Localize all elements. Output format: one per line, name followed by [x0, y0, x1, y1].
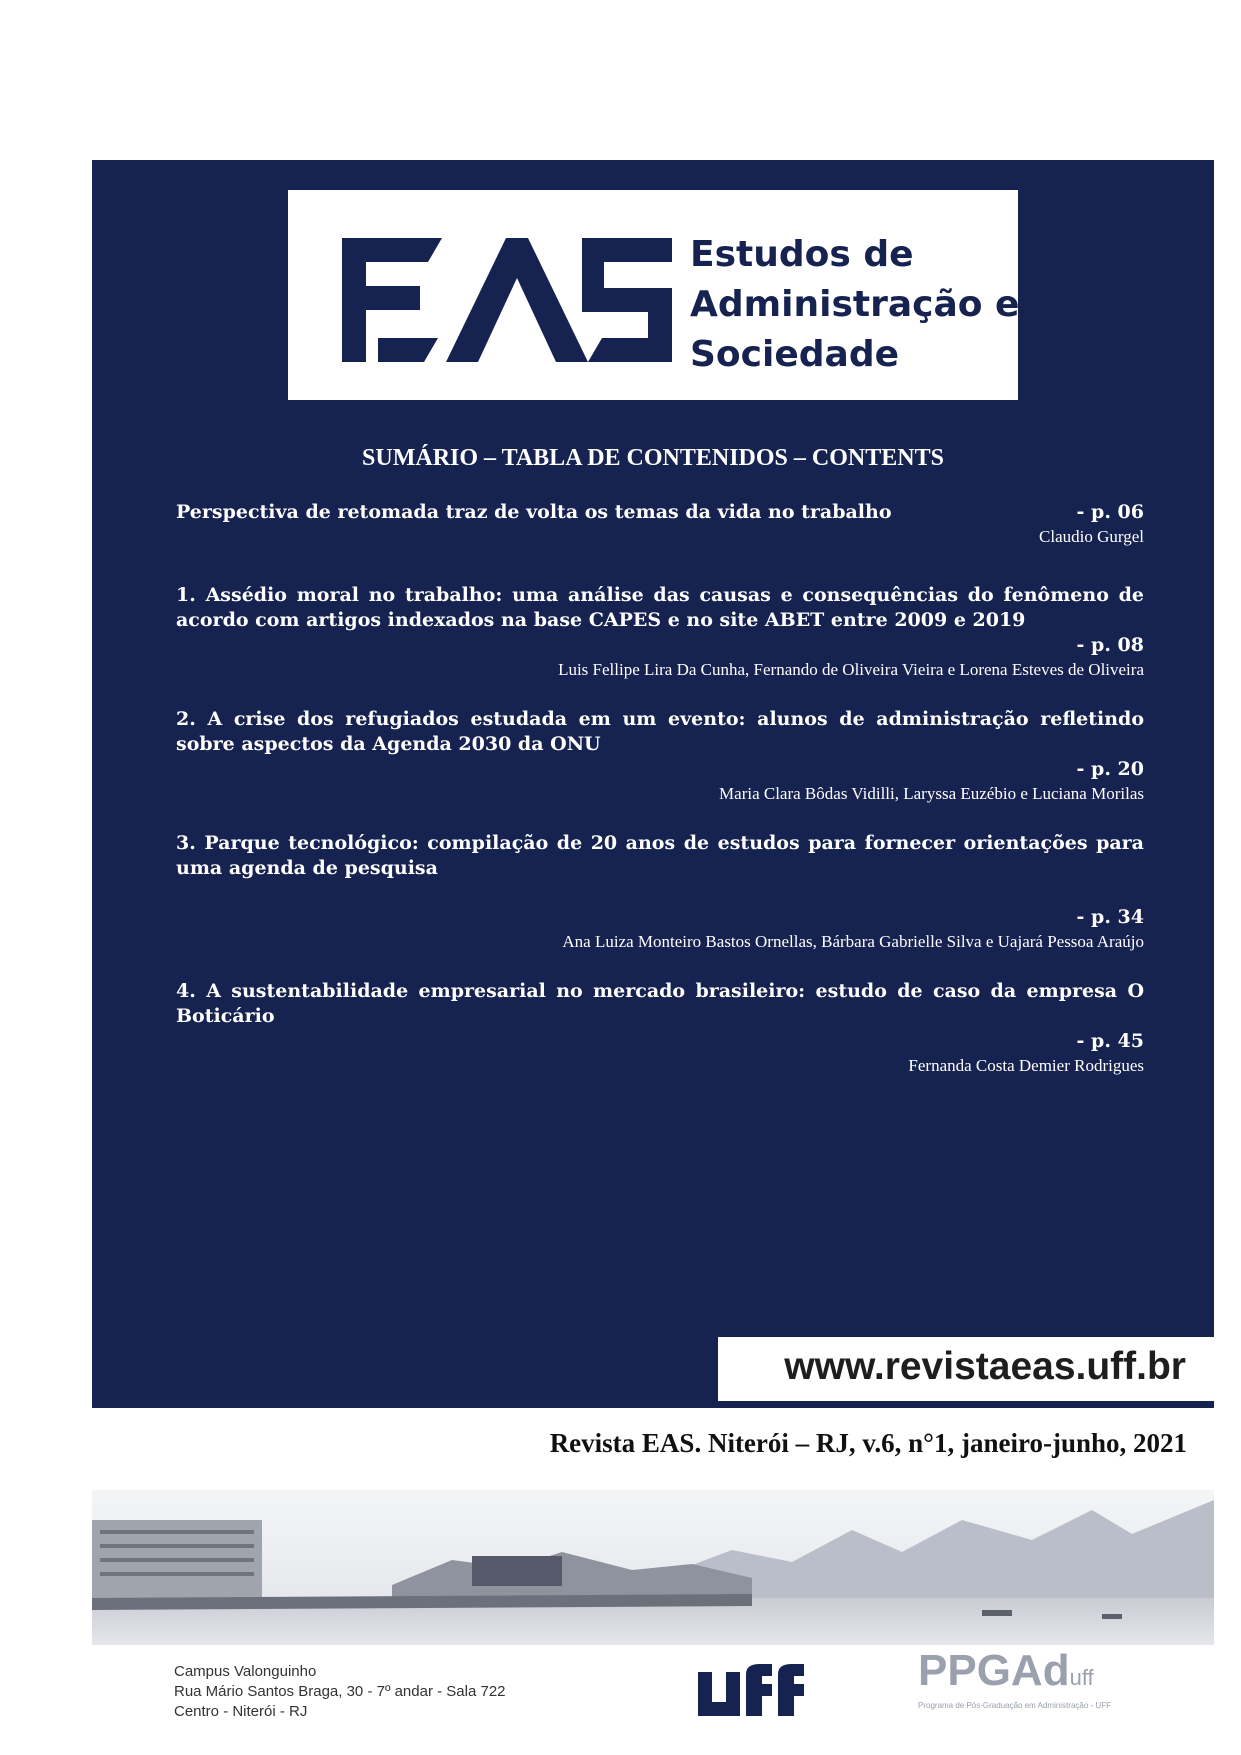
- entry-title: 4. A sustentabilidade empresarial no mercado brasileiro: estudo de caso da empresa O Boticário: [176, 980, 1144, 1027]
- toc-entry[interactable]: [176, 583, 1144, 682]
- entry-authors: Maria Clara Bôdas Vidilli, Laryssa Euzébio e Luciana Morilas: [719, 784, 1144, 803]
- entry-page: - p. 20: [1076, 758, 1144, 780]
- cover-panel: [92, 160, 1214, 1408]
- entry-title: Perspectiva de retomada traz de volta os temas da vida no trabalho: [176, 501, 892, 523]
- address: [174, 1662, 506, 1722]
- journal-logo: [288, 190, 1018, 400]
- journal-citation: Revista EAS. Niterói – RJ, v.6, n°1, janeiro-junho, 2021: [549, 1428, 1187, 1458]
- logo-line-1: Estudos de: [690, 234, 914, 275]
- ppgad-logo: [918, 1648, 1162, 1710]
- entry-page: - p. 45: [1076, 1030, 1144, 1052]
- eas-logo-icon: [342, 238, 672, 362]
- toc-entry[interactable]: [176, 707, 1144, 806]
- logo-wordmark: [690, 230, 1019, 380]
- uff-logo-icon: [694, 1662, 814, 1720]
- toc-entry[interactable]: [176, 500, 1144, 549]
- entry-title: 2. A crise dos refugiados estudada em um evento: alunos de administração refletindo sobre aspectos da Agenda 2030 da ONU: [176, 708, 1144, 755]
- entry-authors: Luis Fellipe Lira Da Cunha, Fernando de Oliveira Vieira e Lorena Esteves de Oliveira: [558, 660, 1144, 679]
- entry-authors: Fernanda Costa Demier Rodrigues: [908, 1056, 1144, 1075]
- ppgad-name: PPGAd: [918, 1646, 1070, 1695]
- address-line-3: Centro - Niterói - RJ: [174, 1703, 308, 1720]
- ppgad-subtitle: Programa de Pós-Graduação em Administração - UFF: [918, 1701, 1111, 1710]
- address-line-1: Campus Valonguinho: [174, 1663, 317, 1680]
- campus-photo: [92, 1490, 1214, 1645]
- address-line-2: Rua Mário Santos Braga, 30 - 7º andar - Sala 722: [174, 1683, 506, 1700]
- entry-title: 1. Assédio moral no trabalho: uma análise das causas e consequências do fenômeno de acordo com artigos indexados na base CAPES e no site ABET entre 2009 e 2019: [176, 584, 1144, 631]
- ppgad-suffix: uff: [1069, 1665, 1094, 1690]
- entry-authors: Ana Luiza Monteiro Bastos Ornellas, Bárbara Gabrielle Silva e Uajará Pessoa Araújo: [562, 932, 1144, 951]
- toc-title: SUMÁRIO – TABLA DE CONTENIDOS – CONTENTS: [362, 445, 944, 471]
- website-url[interactable]: www.revistaeas.uff.br: [784, 1345, 1186, 1388]
- toc-entry[interactable]: [176, 979, 1144, 1078]
- logo-line-3: Sociedade: [690, 334, 900, 375]
- entry-page: - p. 06: [1076, 501, 1144, 523]
- toc-entry[interactable]: [176, 831, 1144, 954]
- entry-page: - p. 34: [1076, 906, 1144, 928]
- website-banner: [718, 1337, 1214, 1401]
- entry-page: - p. 08: [1076, 634, 1144, 656]
- entry-title: 3. Parque tecnológico: compilação de 20 anos de estudos para fornecer orientações para uma agenda de pesquisa: [176, 832, 1144, 879]
- logo-line-2: Administração e: [690, 284, 1020, 325]
- entry-authors: Claudio Gurgel: [1039, 527, 1144, 546]
